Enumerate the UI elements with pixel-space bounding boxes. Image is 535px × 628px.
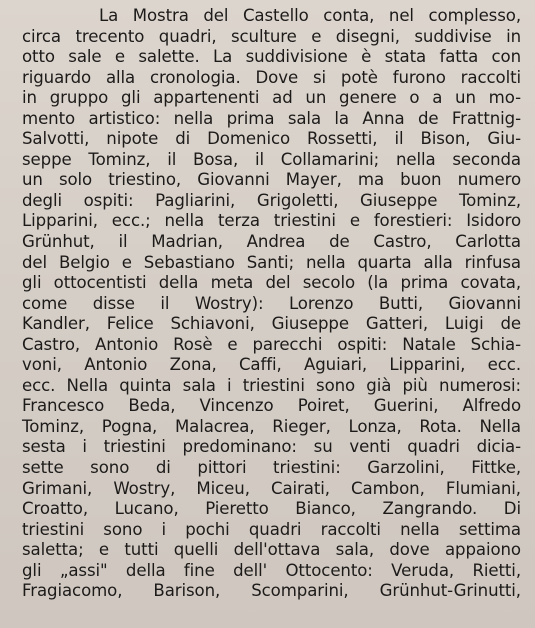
text-line-6: mento artistico: nella prima sala la Anna de Frattnig- xyxy=(22,108,521,128)
text-line-18: voni, Antonio Zona, Caffi, Aguiari, Lipparini, ecc. xyxy=(22,355,521,375)
text-line-8: seppe Tominz, il Bosa, il Collamarini; nella seconda xyxy=(22,149,521,169)
text-line-23: sette sono di pittori triestini: Garzolini, Fittke, xyxy=(22,458,521,478)
text-line-29: Fragiacomo, Barison, Scomparini, Grünhut-Grinutti, xyxy=(22,581,521,601)
text-line-22: sesta i triestini predominano: su venti quadri dicia- xyxy=(22,437,521,457)
text-line-12: Grünhut, il Madrian, Andrea de Castro, Carlotta xyxy=(22,232,521,252)
text-line-20: Francesco Beda, Vincenzo Poiret, Guerini, Alfredo xyxy=(22,396,521,416)
text-line-10: degli ospiti: Pagliarini, Grigoletti, Giuseppe Tominz, xyxy=(22,190,521,210)
text-line-27: saletta; e tutti quelli dell'ottava sala, dove appaiono xyxy=(22,540,521,560)
text-line-1: La Mostra del Castello conta, nel complesso, xyxy=(99,6,521,25)
text-line-26: triestini sono i pochi quadri raccolti nella settima xyxy=(22,519,521,539)
text-line-4: riguardo alla cronologia. Dove si potè furono raccolti xyxy=(22,67,521,87)
text-line-25: Croatto, Lucano, Pieretto Bianco, Zangrando. Di xyxy=(22,499,521,519)
text-line-13: del Belgio e Sebastiano Santi; nella quarta alla rinfusa xyxy=(22,252,521,272)
text-line-16: Kandler, Felice Schiavoni, Giuseppe Gatteri, Luigi de xyxy=(22,314,521,334)
text-line-28: gli „assi" della fine dell' Ottocento: Veruda, Rietti, xyxy=(22,560,521,580)
text-line-17: Castro, Antonio Rosè e parecchi ospiti: Natale Schia- xyxy=(22,334,521,354)
text-line-14: gli ottocentisti della meta del secolo (la prima covata, xyxy=(22,273,521,293)
text-line-24: Grimani, Wostry, Miceu, Cairati, Cambon, Flumiani, xyxy=(22,478,521,498)
text-line-2: circa trecento quadri, sculture e disegni, suddivise in xyxy=(22,26,521,46)
text-line-7: Salvotti, nipote di Domenico Rossetti, il Bison, Giu- xyxy=(22,129,521,149)
text-line-19: ecc. Nella quinta sala i triestini sono già più numerosi: xyxy=(22,375,521,395)
text-line-9: un solo triestino, Giovanni Mayer, ma buon numero xyxy=(22,170,521,190)
text-line-15: come disse il Wostry): Lorenzo Butti, Giovanni xyxy=(22,293,521,313)
text-line-21: Tominz, Pogna, Malacrea, Rieger, Lonza, Rota. Nella xyxy=(22,416,521,436)
text-line-5: in gruppo gli appartenenti ad un genere o a un mo- xyxy=(22,88,521,108)
body-paragraph xyxy=(22,0,521,602)
text-line-3: otto sale e salette. La suddivisione è stata fatta con xyxy=(22,47,521,67)
text-line-11: Lipparini, ecc.; nella terza triestini e forestieri: Isidoro xyxy=(22,211,521,231)
